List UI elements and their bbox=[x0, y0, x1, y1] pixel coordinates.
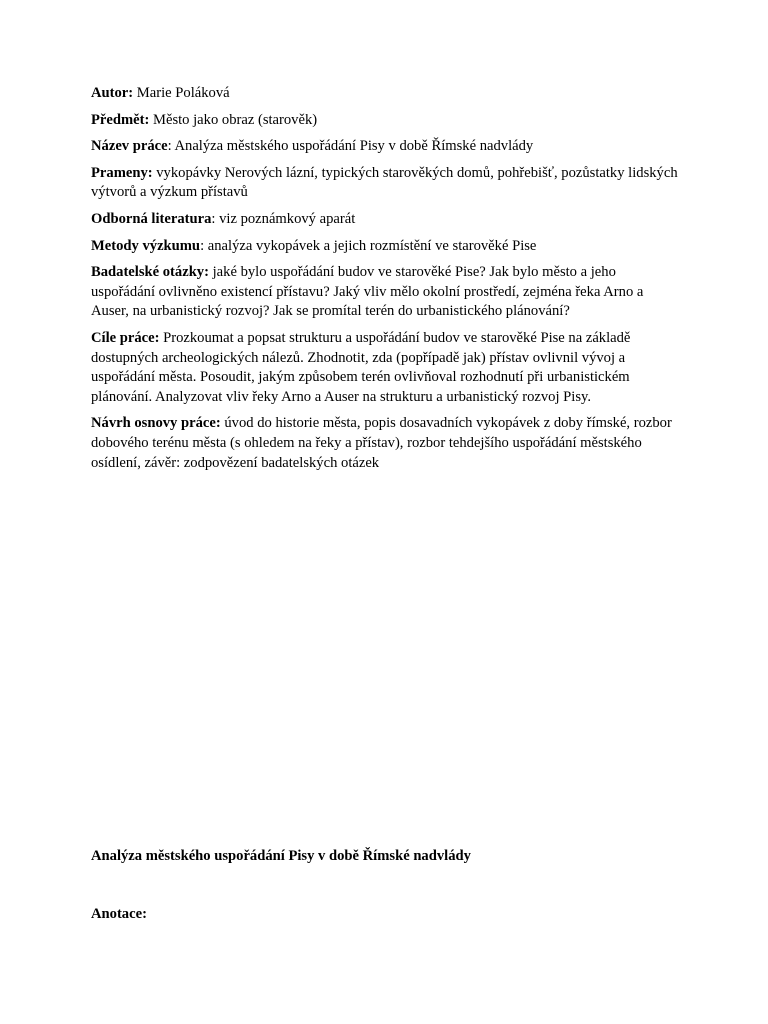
field-label: Cíle práce: bbox=[91, 329, 160, 346]
field-label: Název práce bbox=[91, 138, 168, 155]
field-value: úvod do historie města, popis dosavadních vykopávek z doby římské, rozbor dobového terénu města (s ohledem na řeky a přístav), rozbor tehdejšího uspořádání městského osídlení, závěr: zodpovězení badatelských otázek bbox=[91, 415, 672, 471]
field-label: Prameny: bbox=[91, 164, 153, 181]
field-value: Město jako obraz (starověk) bbox=[149, 111, 318, 128]
field-value: jaké bylo uspořádání budov ve starověké Pise? Jak bylo město a jeho uspořádání ovlivněno existencí přístavu? Jaký vliv mělo okolní prostředí, zejména řeka Arno a Auser, na urbanistický rozvoj? Jak se promítal terén do urbanistického plánování? bbox=[91, 264, 644, 320]
field-research-questions bbox=[91, 263, 681, 322]
field-label: Odborná literatura bbox=[91, 210, 212, 227]
field-label: Badatelské otázky: bbox=[91, 264, 209, 281]
field-author bbox=[91, 84, 681, 104]
field-label: Návrh osnovy práce: bbox=[91, 415, 221, 432]
field-label: Metody výzkumu bbox=[91, 237, 201, 254]
field-label: Autor: bbox=[91, 85, 134, 101]
field-label: Předmět: bbox=[91, 111, 150, 128]
field-outline bbox=[91, 414, 681, 473]
field-literature bbox=[91, 210, 681, 230]
document-title: Analýza městského uspořádání Pisy v době Římské nadvlády bbox=[91, 848, 471, 864]
field-value: : analýza vykopávek a jejich rozmístění ve starověké Pise bbox=[200, 237, 537, 254]
field-value: : Analýza městského uspořádání Pisy v době Římské nadvlády bbox=[167, 138, 534, 155]
field-value: : viz poznámkový aparát bbox=[211, 210, 356, 227]
field-work-title bbox=[91, 137, 681, 157]
annotation-heading: Anotace: bbox=[91, 906, 147, 922]
metadata-section bbox=[91, 84, 681, 480]
field-subject bbox=[91, 111, 681, 131]
field-work-goals bbox=[91, 329, 681, 407]
field-value: vykopávky Nerových lázní, typických starověkých domů, pohřebišť, pozůstatky lidských výtvorů a výzkum přístavů bbox=[91, 164, 678, 201]
field-sources bbox=[91, 164, 681, 203]
field-value: Marie Poláková bbox=[133, 85, 230, 101]
field-value: Prozkoumat a popsat strukturu a uspořádání budov ve starověké Pise na základě dostupných archeologických nálezů. Zhodnotit, zda (popřípadě jak) přístav ovlivnil vývoj a uspořádání města. Posoudit, jakým způsobem terén ovlivňoval rozhodnutí při urbanistickém plánování. Analyzovat vliv řeky Arno a Auser na strukturu a urbanistický rozvoj Pisy. bbox=[91, 329, 631, 405]
field-research-methods bbox=[91, 237, 681, 257]
